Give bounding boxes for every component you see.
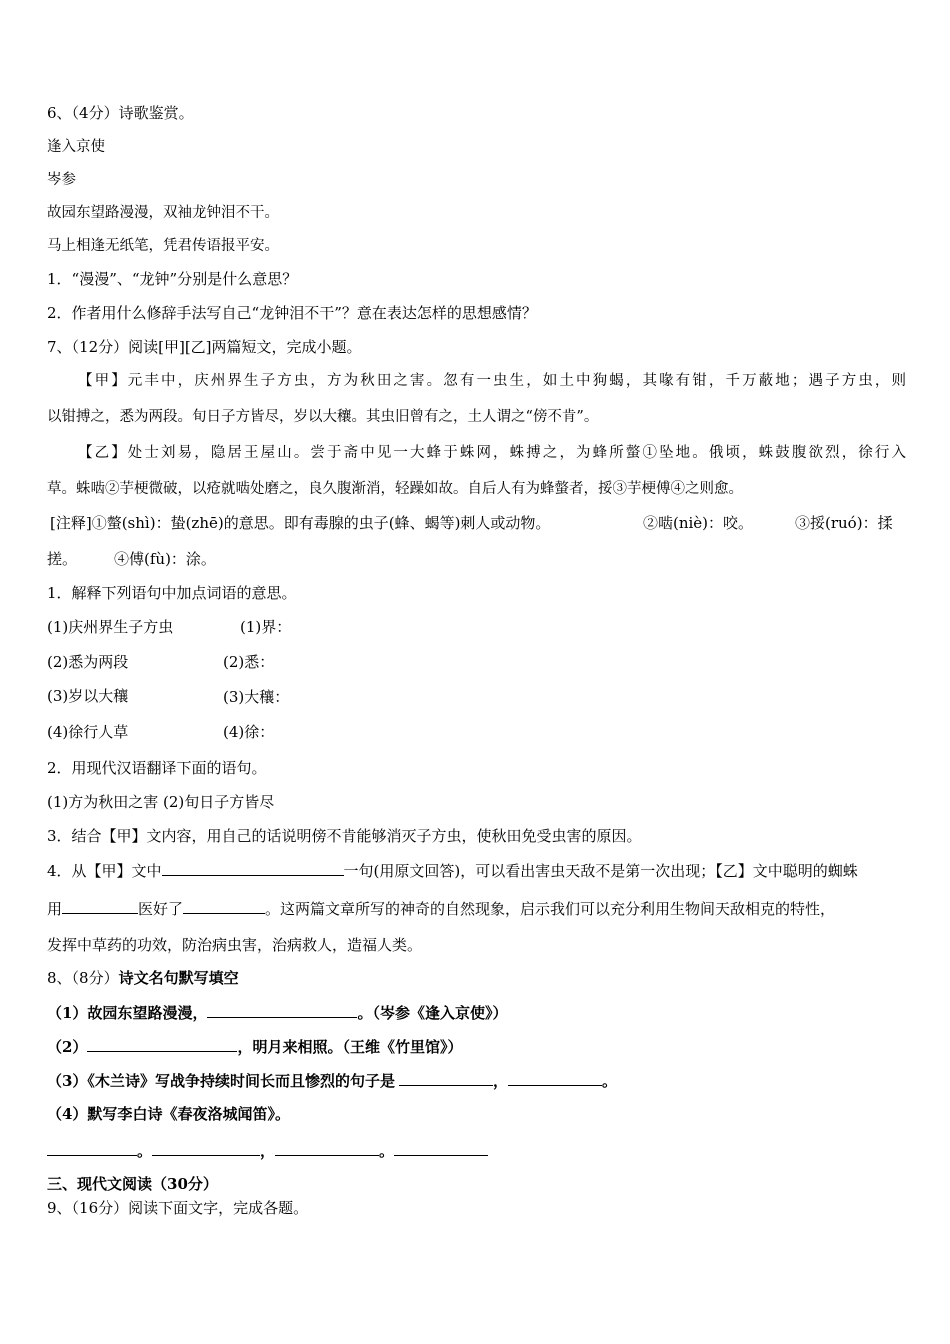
q8-header-title: 诗文名句默写填空	[118, 969, 239, 987]
q7-sub-4-line-3: 发挥中草药的功效，防治病虫害，治病救人，造福人类。	[47, 936, 423, 954]
q8-header-score: 8、（8分）	[47, 969, 119, 987]
q7-sub-4-line-1	[47, 860, 858, 881]
answer-blank[interactable]	[394, 1140, 488, 1156]
answer-blank[interactable]	[275, 1140, 379, 1156]
q8-item-2	[47, 1036, 462, 1057]
jia-line-1: 【甲】元丰中，庆州界生子方虫，方为秋田之害。忽有一虫生，如土中狗蝎，其喙有钳，千万蔽地；遇子方虫，则	[78, 373, 906, 389]
q7-item-2-left: (2)悉为两段	[47, 653, 129, 671]
q7-item-1-left: (1)庆州界生子方虫	[47, 618, 174, 636]
yi-line-2: 草。蛛啮②芋梗微破，以疮就啮处磨之，良久腹渐消，轻躁如故。自后人有为蜂螫者，挼③芋梗傅④之则愈。	[47, 481, 743, 497]
q7-header: 7、（12分）阅读[甲][乙]两篇短文，完成小题。	[47, 338, 362, 356]
q8-header	[47, 968, 239, 988]
poem-line-1: 故园东望路漫漫，双袖龙钟泪不干。	[47, 205, 279, 221]
answer-blank[interactable]	[62, 898, 138, 914]
poem-line-2: 马上相逢无纸笔，凭君传语报平安。	[47, 238, 279, 254]
q9-header: 9、（16分）阅读下面文字，完成各题。	[47, 1199, 309, 1217]
note-line-2b: ④傅(fù)：涂。	[114, 550, 216, 568]
answer-blank[interactable]	[399, 1070, 493, 1086]
section-3-header: 三、现代文阅读（30分）	[47, 1175, 218, 1193]
q7-sub-4-text-b: 一句(用原文回答)，可以看出害虫天敌不是第一次出现；【乙】文中聪明的蜘蛛	[343, 862, 858, 880]
q7-sub-4-line-2	[47, 898, 835, 919]
q7-sub-4-text-a: 4．从【甲】文中	[47, 862, 162, 880]
q7-sub-4-text-c: 用	[47, 900, 63, 918]
q8-item-2-text-b: ，明月来相照。（王维《竹里馆》）	[237, 1038, 463, 1056]
yi-line-1: 【乙】处士刘易，隐居王屋山。尝于斋中见一大蜂于蛛网，蛛搏之，为蜂所螫①坠地。俄顷，蛛鼓腹欲烈，徐行入	[78, 445, 906, 461]
q7-item-3-left: (3)岁以大穰	[47, 687, 129, 705]
q7-sub-2-items: (1)方为秋田之害 (2)旬日子方皆尽	[47, 793, 275, 811]
q8-item-4-sep-3: 。	[379, 1142, 395, 1160]
q7-item-1-right: (1)界：	[240, 618, 292, 636]
q7-item-3-right: (3)大穰：	[223, 688, 290, 706]
q8-item-3-text-a: （3）《木兰诗》写战争持续时间长而且惨烈的句子是	[47, 1072, 395, 1090]
q8-item-3-text-c: 。	[601, 1072, 617, 1090]
q7-sub-3: 3．结合【甲】文内容，用自己的话说明傍不肯能够消灭子方虫，使秋田免受虫害的原因。	[47, 827, 642, 845]
q7-item-4-left: (4)徐行人草	[47, 723, 129, 741]
jia-line-2: 以钳搏之，悉为两段。旬日子方皆尽，岁以大穰。其虫旧曾有之，土人谓之“傍不肯”。	[47, 409, 599, 425]
q8-item-2-text-a: （2）	[47, 1038, 88, 1056]
answer-blank[interactable]	[207, 1002, 357, 1018]
q8-item-4-blanks	[47, 1140, 488, 1161]
answer-blank[interactable]	[47, 1140, 137, 1156]
q7-item-4-right: (4)徐：	[223, 723, 275, 741]
note-line-1c: ③挼(ruó)：揉	[795, 514, 893, 532]
q8-item-1	[47, 1002, 507, 1023]
q6-sub-2: 2．作者用什么修辞手法写自己“龙钟泪不干”？意在表达怎样的思想感情？	[47, 304, 537, 322]
answer-blank[interactable]	[162, 860, 344, 876]
note-line-1b: ②啮(niè)：咬。	[643, 514, 754, 532]
q7-sub-2: 2．用现代汉语翻译下面的语句。	[47, 759, 267, 777]
q7-sub-4-text-d: 医好了	[138, 900, 184, 918]
q6-sub-1: 1．“漫漫”、“龙钟”分别是什么意思？	[47, 270, 298, 288]
answer-blank[interactable]	[87, 1036, 237, 1052]
q8-item-1-text-b: 。（岑参《逢入京使》）	[357, 1004, 508, 1022]
answer-blank[interactable]	[183, 898, 265, 914]
answer-blank[interactable]	[508, 1070, 602, 1086]
q8-item-4-sep-2: ，	[260, 1142, 276, 1160]
answer-blank[interactable]	[152, 1140, 260, 1156]
note-line-1a: [注释]①螫(shì)：蛰(zhē)的意思。即有毒腺的虫子(蜂、蝎等)刺人或动物。	[50, 514, 551, 532]
q8-item-4: （4）默写李白诗《春夜洛城闻笛》。	[47, 1105, 290, 1123]
poem-title: 逢入京使	[47, 139, 105, 155]
q7-sub-1: 1．解释下列语句中加点词语的意思。	[47, 584, 297, 602]
poem-author: 岑参	[47, 172, 76, 188]
q8-item-3	[47, 1070, 617, 1091]
q6-header: 6、（4分）诗歌鉴赏。	[47, 104, 194, 122]
q8-item-4-sep-1: 。	[137, 1142, 153, 1160]
q7-item-2-right: (2)悉：	[223, 653, 275, 671]
q8-item-3-text-b: ，	[492, 1072, 508, 1090]
q7-sub-4-text-e: 。这两篇文章所写的神奇的自然现象，启示我们可以充分利用生物间天敌相克的特性，	[265, 900, 836, 918]
q8-item-1-text-a: （1）故园东望路漫漫，	[47, 1004, 208, 1022]
note-line-2a: 搓。	[47, 550, 78, 568]
